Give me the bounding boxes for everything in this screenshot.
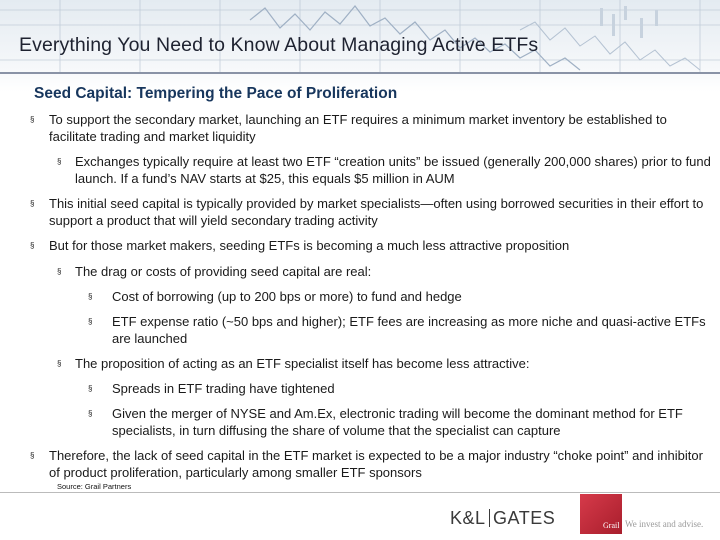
logo-right-text: GATES: [493, 508, 556, 528]
bullet-text: Spreads in ETF trading have tightened: [112, 381, 335, 396]
bullet-item: [30, 447, 710, 481]
bullet-marker: §: [88, 292, 93, 301]
bullet-text: The proposition of acting as an ETF specialist itself has become less attractive:: [75, 356, 530, 371]
section-heading: Seed Capital: Tempering the Pace of Proliferation: [34, 85, 398, 102]
bullet-item: [57, 153, 715, 187]
bullet-text: Given the merger of NYSE and Am.Ex, electronic trading will become the dominant method for ETF specialists, in turn diffusing the share of volume that the specialist can capture: [112, 406, 683, 438]
bullet-item: [88, 380, 716, 397]
bullet-marker: §: [30, 199, 35, 208]
title-divider: [0, 72, 720, 74]
bullet-text: To support the secondary market, launching an ETF requires a minimum market inventory be established to facilitate trading and market liquidity: [49, 112, 667, 144]
footer-divider: [0, 492, 720, 493]
bullet-marker: §: [88, 384, 93, 393]
bullet-item: [88, 405, 716, 439]
bullet-text: But for those market makers, seeding ETFs is becoming a much less attractive proposition: [49, 238, 570, 253]
bullet-text: The drag or costs of providing seed capital are real:: [75, 264, 372, 279]
bullet-item: [30, 195, 710, 229]
bullet-item: [57, 263, 715, 280]
bullet-text: This initial seed capital is typically provided by market specialists—often using borrowed securities in their effort to support a product that will yield secondary trading activity: [49, 196, 704, 228]
tagline: We invest and advise.: [625, 519, 704, 529]
bullet-text: Cost of borrowing (up to 200 bps or more) to fund and hedge: [112, 289, 462, 304]
bullet-marker: §: [57, 267, 62, 276]
kl-gates-logo: [450, 508, 555, 529]
bullet-item: [30, 111, 710, 145]
bullet-marker: §: [57, 157, 62, 166]
page-title: Everything You Need to Know About Managing Active ETFs: [19, 34, 539, 56]
bullet-text: Therefore, the lack of seed capital in the ETF market is expected to be a major industry “choke point” and inhibitor of product proliferation, particularly among smaller ETF sponsors: [49, 448, 703, 480]
logo-divider: [489, 509, 491, 527]
bullet-marker: §: [30, 451, 35, 460]
bullet-marker: §: [57, 359, 62, 368]
bullet-item: [57, 355, 715, 372]
bullet-marker: §: [88, 317, 93, 326]
source-note: Source: Grail Partners: [57, 482, 132, 491]
bullet-item: [88, 288, 716, 305]
bullet-item: [88, 313, 718, 347]
grail-logo-text: Grail: [603, 521, 620, 530]
bullet-item: [30, 237, 710, 254]
bullet-marker: §: [30, 241, 35, 250]
bullet-text: Exchanges typically require at least two ETF “creation units” be issued (generally 200,000 shares) prior to fund launch. If a fund’s NAV starts at $25, this equals $5 million in AUM: [75, 154, 711, 186]
bullet-marker: §: [88, 409, 93, 418]
bullet-marker: §: [30, 115, 35, 124]
bullet-text: ETF expense ratio (~50 bps and higher); ETF fees are increasing as more niche and quasi-active ETFs are launched: [112, 314, 706, 346]
logo-left-text: K&L: [450, 508, 486, 528]
